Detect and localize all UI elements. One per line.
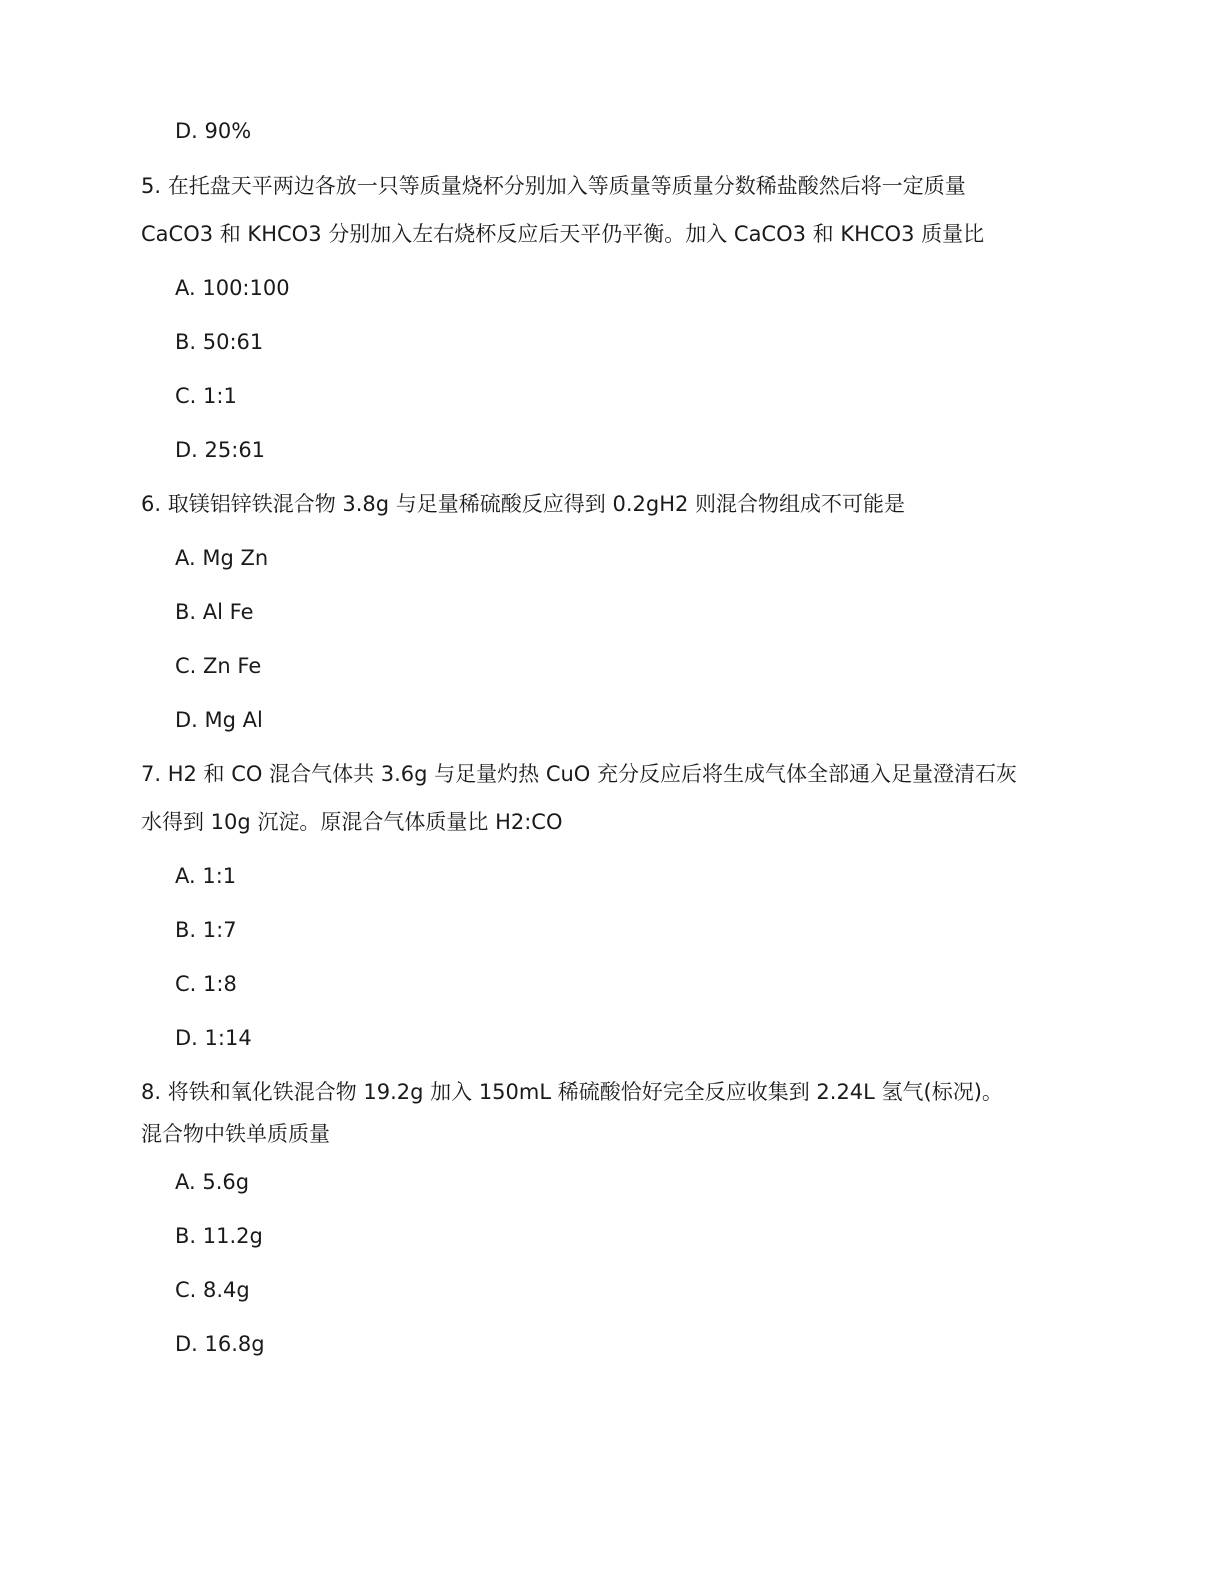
question-stem-line: 6. 取镁铝锌铁混合物 3.8g 与足量稀硫酸反应得到 0.2gH2 则混合物组成不可能是 — [141, 492, 906, 516]
question-stem-line: 8. 将铁和氧化铁混合物 19.2g 加入 150mL 稀硫酸恰好完全反应收集到 2.24L 氢气(标况)。 — [141, 1080, 1003, 1104]
option-d: D. Mg Al — [175, 708, 263, 732]
option-c: C. 8.4g — [175, 1278, 250, 1302]
question-stem-line: CaCO3 和 KHCO3 分别加入左右烧杯反应后天平仍平衡。加入 CaCO3 和 KHCO3 质量比 — [141, 222, 985, 246]
option-d: D. 16.8g — [175, 1332, 265, 1356]
option-d: D. 25:61 — [175, 438, 266, 462]
option-d: D. 1:14 — [175, 1026, 252, 1050]
question-stem-line: 水得到 10g 沉淀。原混合气体质量比 H2:CO — [141, 810, 563, 834]
option-a: A. 1:1 — [175, 864, 237, 888]
option-b: B. Al Fe — [175, 600, 254, 624]
option-a: A. Mg Zn — [175, 546, 269, 570]
option-a: A. 100:100 — [175, 276, 290, 300]
option-c: C. Zn Fe — [175, 654, 262, 678]
option-c: C. 1:8 — [175, 972, 237, 996]
option-b: B. 1:7 — [175, 918, 237, 942]
question-stem-line: 7. H2 和 CO 混合气体共 3.6g 与足量灼热 CuO 充分反应后将生成气体全部通入足量澄清石灰 — [141, 762, 1018, 786]
option-c: C. 1:1 — [175, 384, 237, 408]
option-b: B. 11.2g — [175, 1224, 263, 1248]
question-stem-line: 混合物中铁单质质量 — [141, 1122, 330, 1146]
question-stem-line: 5. 在托盘天平两边各放一只等质量烧杯分别加入等质量等质量分数稀盐酸然后将一定质量 — [141, 174, 966, 198]
option-a: A. 5.6g — [175, 1170, 250, 1194]
option-b: B. 50:61 — [175, 330, 264, 354]
option-d-prev: D. 90% — [175, 119, 252, 143]
